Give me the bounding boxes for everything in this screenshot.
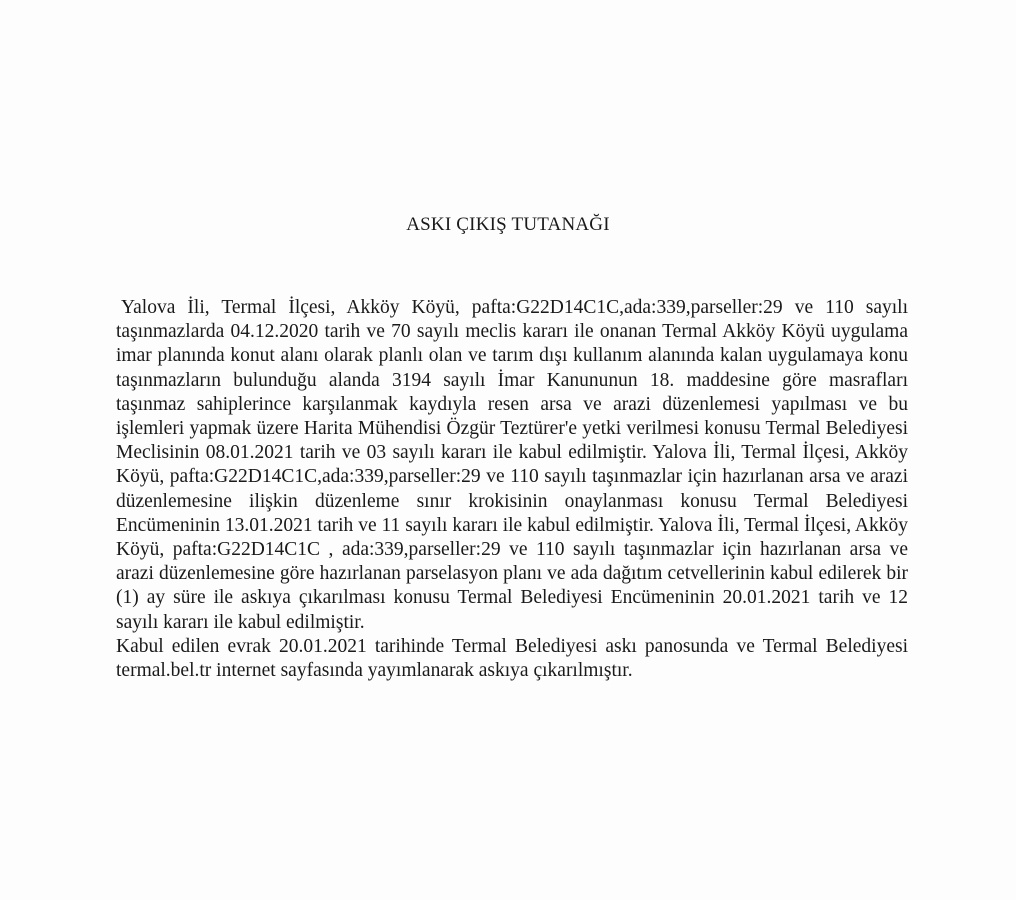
paragraph-publication: Kabul edilen evrak 20.01.2021 tarihinde Termal Belediyesi askı panosunda ve Termal Belediyesi termal.bel.tr internet sayfasında yayımlanarak askıya çıkarılmıştır. [116, 635, 908, 682]
document-title: ASKI ÇIKIŞ TUTANAĞI [406, 214, 610, 235]
paragraph-decisions: Yalova İli, Termal İlçesi, Akköy Köyü, pafta:G22D14C1C,ada:339,parseller:29 ve 110 sayılı taşınmazlarda 04.12.2020 tarih ve 70 sayılı meclis kararı ile onanan Termal Akköy Köyü uygulama imar planında konut alanı olarak planlı olan ve tarım dışı kullanım alanında kalan uygulamaya konu taşınmazların bulunduğu alanda 3194 sayılı İmar Kanununun 18. maddesine göre masrafları taşınmaz sahiplerince karşılanmak kaydıyla resen arsa ve arazi düzenlemesi yapılması ve bu işlemleri yapmak üzere Harita Mühendisi Özgür Teztürer'e yetki verilmesi konusu Termal Belediyesi Meclisinin 08.01.2021 tarih ve 03 sayılı kararı ile kabul edilmiştir. Yalova İli, Termal İlçesi, Akköy Köyü, pafta:G22D14C1C,ada:339,parseller:29 ve 110 sayılı taşınmazlar için hazırlanan arsa ve arazi düzenlemesine ilişkin düzenleme sınır krokisinin onaylanması konusu Termal Belediyesi Encümeninin 13.01.2021 tarih ve 11 sayılı kararı ile kabul edilmiştir. Yalova İli, Termal İlçesi, Akköy Köyü, pafta:G22D14C1C , ada:339,parseller:29 ve 110 sayılı taşınmazlar için hazırlanan arsa ve arazi düzenlemesine göre hazırlanan parselasyon planı ve ada dağıtım cetvellerinin kabul edilerek bir (1) ay süre ile askıya çıkarılması konusu Termal Belediyesi Encümeninin 20.01.2021 tarih ve 12 sayılı kararı ile kabul edilmiştir. [116, 297, 908, 633]
document-body [116, 296, 908, 683]
